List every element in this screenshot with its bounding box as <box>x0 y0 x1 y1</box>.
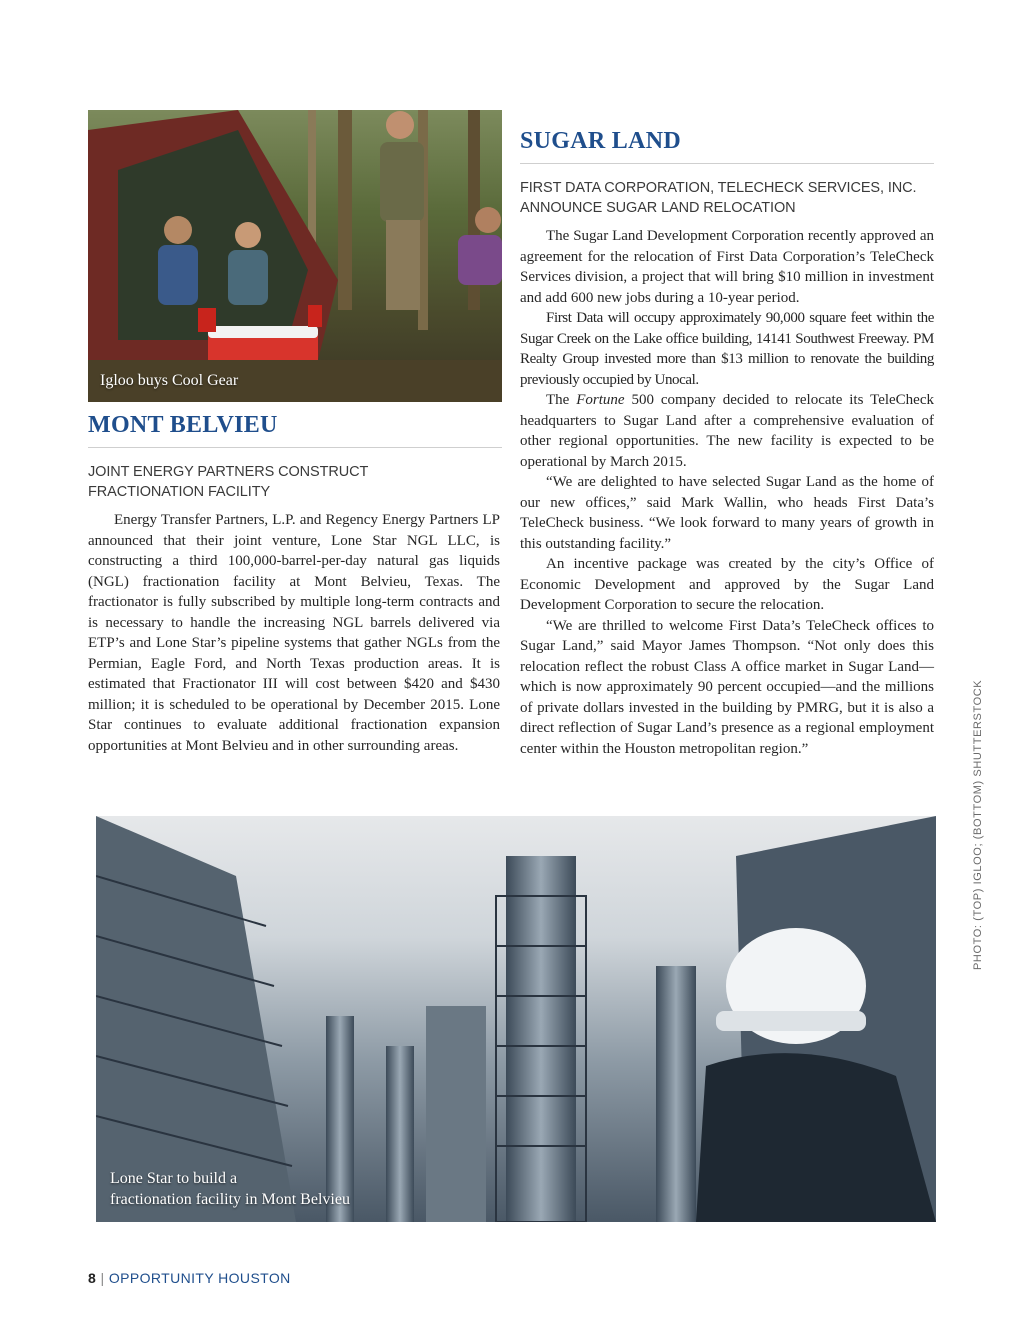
camping-scene-illustration <box>88 110 502 402</box>
section-title-mont-belvieu: MONT BELVIEU <box>88 412 278 438</box>
section-divider <box>88 447 502 448</box>
photo-caption <box>110 1168 350 1210</box>
subhead-line: ANNOUNCE SUGAR LAND RELOCATION <box>520 200 796 216</box>
paragraph: First Data will occupy approximately 90,000 square feet within the Sugar Creek on the Lake office building, 14141 Southwest Freeway. PM Realty Group invested more than $13 million to renovate the building previously occupied by Unocal. <box>520 310 934 388</box>
refinery-photo <box>96 816 936 1222</box>
paragraph: An incentive package was created by the city’s Office of Economic Development and approved by the Sugar Land Development Corporation to secure the relocation. <box>520 556 934 613</box>
article-subhead-mont-belvieu <box>88 462 502 502</box>
photo-caption: Igloo buys Cool Gear <box>100 372 239 389</box>
footer-separator: | <box>100 1270 105 1286</box>
italic-publication-name: Fortune <box>576 392 625 408</box>
refinery-scene-illustration <box>96 816 936 1222</box>
subhead-line: JOINT ENERGY PARTNERS CONSTRUCT <box>88 464 369 480</box>
article-body-sugar-land <box>520 226 934 759</box>
paragraph <box>520 390 934 472</box>
paragraph: “We are thrilled to welcome First Data’s TeleCheck offices to Sugar Land,” said Mayor James Thompson. “Not only does this relocation reflect the robust Class A office market in Sugar Land—which is now approximately 90 percent occupied—and the millions of private dollars invested in the building by PMRG, but it is also a direct reflection of Sugar Land’s presence as a regional employment center within the Houston metropolitan region.” <box>520 617 934 757</box>
photo-credit: PHOTO: (TOP) IGLOO; (BOTTOM) SHUTTERSTOCK <box>972 679 984 970</box>
paragraph-text: 500 company decided to relocate its TeleCheck headquarters to Sugar Land after a comprehensive evaluation of other regional opportunities. The new facility is expected to be operational by March 2015. <box>520 392 934 470</box>
subhead-line: FIRST DATA CORPORATION, TELECHECK SERVICES, INC. <box>520 180 917 196</box>
publication-name: OPPORTUNITY HOUSTON <box>108 1270 291 1286</box>
section-title-sugar-land: SUGAR LAND <box>520 128 682 154</box>
paragraph: The Sugar Land Development Corporation recently approved an agreement for the relocation of First Data Corporation’s TeleCheck Services division, a project that will bring $10 million in investment and add 600 new jobs during a 10-year period. <box>520 228 934 306</box>
article-body-mont-belvieu <box>88 510 500 756</box>
caption-line: Lone Star to build a <box>110 1170 238 1187</box>
article-subhead-sugar-land <box>520 178 940 218</box>
section-divider <box>520 163 934 164</box>
page-footer <box>88 1270 291 1286</box>
caption-line: fractionation facility in Mont Belvieu <box>110 1191 350 1208</box>
paragraph: Energy Transfer Partners, L.P. and Regency Energy Partners LP announced that their joint venture, Lone Star NGL LLC, is constructing a third 100,000-barrel-per-day natural gas liquids (NGL) fractionation facility at Mont Belvieu, Texas. The fractionator is fully subscribed by multiple long-term contracts and is necessary to handle the increasing NGL barrels delivered via ETP’s and Lone Star’s pipeline systems that gather NGLs from the Permian, Eagle Ford, and North Texas production areas. It is estimated that Fractionator III will cost between $420 and $430 million; it is scheduled to be operational by December 2015. Lone Star continues to evaluate additional fractionation expansion opportunities at Mont Belvieu and in other surrounding areas. <box>88 512 500 754</box>
camping-photo <box>88 110 502 402</box>
page-number: 8 <box>88 1270 97 1286</box>
paragraph-text: The <box>546 392 577 408</box>
paragraph: “We are delighted to have selected Sugar Land as the home of our new offices,” said Mark Wallin, who heads First Data’s TeleCheck business. “We look forward to many years of growth in this outstanding facility.” <box>520 474 934 552</box>
subhead-line: FRACTIONATION FACILITY <box>88 484 271 500</box>
